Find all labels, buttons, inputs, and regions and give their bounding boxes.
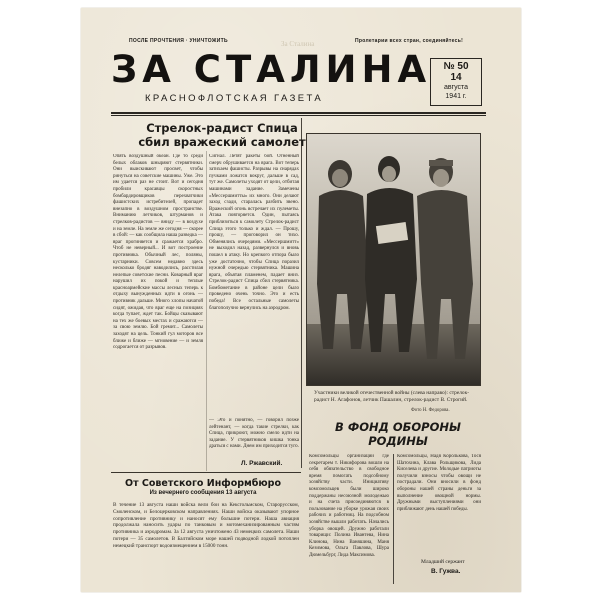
fund-column-divider (393, 454, 394, 584)
sovinform-subheadline: Из вечернего сообщения 13 августа (149, 490, 257, 496)
photo-caption: Участники великой отечественной войны (слева направо): стрелок-радист Н. Агафонов, летчик Пашалин, стрелок-радист В. Строгий. (314, 390, 470, 403)
masthead-rule-thin (111, 115, 486, 116)
header-slogan-left: ПОСЛЕ ПРОЧТЕНИЯ · УНИЧТОЖИТЬ (129, 38, 228, 44)
article-body-col2b: — Это и понятно, — говорил позже лейтенант, — когда такие стрелки, как Спица, прикроют, можно смело идти на задание. У стервятников кишка тонка драться с нами. Днем им приходится туго. (209, 418, 299, 450)
article-body-col2: Сигнал. Летят ракеты бой. Огненный смерч обрушивается на врага. Вот теперь затихаем фашисты. Разрывы на снарядах пучками ложатся вокруг, дальше в сад, тут же. Самолеты уходят от цели, отбитая машинами задание. Замечены «Мессершмитты» их много. Они делают заход сзади, старалась разбить звено. Вражеский огонь встречает их пулеметы. Атака повторяется. Один, пытаясь приблизиться к самолету Стрелок-радист Спица этого только и ждал. — Прошу, прошу, — проговорил он тихо. Обменялись очередями. «Мессершмитт» не выходил назад, развернулся и вновь пошел в атаку. Но крепкого отпора было уже достаточно, чтобы Спица поразил нужной очередью стервятника. Машина врага, объятая пламенем, падает вниз. Стрелок-радист Спица сбил стервятника. Бомбометание в районе цели было проведено очень точно. Это и есть победа! Все остальные самолеты благополучно вернулись на аэродром. (209, 154, 299, 311)
sovinform-body: В течение 13 августа наши войска вели бои на Кексгольмском, Старорусском, Смоленском, и Белоцерковском направлениях. Наши войска оказывают упорное сопротивление противнику и наносят ему большие потери. Наша авиация продолжала наносить удары по танковым и мотомеханизированным частям противника и аэродромам. За 12 августа уничтожено 43 немецких самолета. Наши потери — 35 самолетов. В Балтийском море нашей подводной лодкой потоплен немецкий транспорт водоизмещением в 15000 тонн. (113, 502, 299, 549)
sovinform-headline: От Советского Информбюро (125, 478, 281, 489)
newspaper-subtitle: КРАСНОФЛОТСКАЯ ГАЗЕТА (145, 93, 324, 104)
issue-month: августа (443, 84, 469, 91)
fund-body-col1: Комсомольцы организации где секретарем т. Никифорова вошли на себя обязательство в свободное время помогать подсобному хозяйству части. Инициативу комсомольцев были широко поддержаны несоюзной молодежью и на счета присоединяются в пользование на уборке урожая своих рабочих и работниц. На подсобном хозяйстве вышли работать. Начались уборка овощей. Дружно работали товарищи: Полина Ивантева, Нина Клинова, Нина Ваняшина, Маня Кезимова, Ольга Павлова, Шура Дюмельбург, Лида Максимова. (309, 454, 389, 558)
article-headline-line1: Стрелок-радист Спица (146, 121, 298, 135)
issue-day: 14 (450, 72, 462, 83)
issue-year: 1941 г. (445, 93, 467, 100)
fund-body-col2: Комсомольцы, Надя Королькова, Тося Шатохина, Клава Рольщикова, Лида Киселева и другие. Молодые патриоты получили взносы чтобы овощи не пострадали. Они вносили в фонд обороны нашей страны деньги за выполнение овощной нормы. Дружными выступлениями они приближают день нашей победы. (397, 454, 481, 512)
column-divider-faint (206, 151, 207, 471)
photo-illustration (307, 134, 481, 386)
fund-headline (313, 420, 483, 448)
newspaper-page (81, 8, 521, 592)
fund-headline-line1: В ФОНД ОБОРОНЫ (335, 420, 461, 434)
masthead-rule (111, 112, 486, 114)
issue-number: № 50 (443, 61, 469, 72)
aviators-photo (306, 133, 481, 386)
header-slogan-right: Пролетарии всех стран, соединяйтесь! (355, 38, 464, 44)
sovinform-rule (111, 472, 301, 473)
article-headline-line2: сбил вражеский самолет (138, 135, 306, 149)
column-divider (301, 118, 302, 468)
article-headline (111, 121, 333, 149)
ghost-text: За Сталина (281, 40, 315, 48)
fund-signature: В. Гужва. (431, 568, 461, 575)
article-body-col1: Опять воздушный океан. Где то среди белых облаков шныряют стервятники. Они выискивают просвет, чтобы ринуться на советские машины. Уже. Это им удается раз не стоит. Вот и сегодня пробили красавцы скоростных бомбардировщиков перехватчики фашистских истребителей, пропадет внезапно в воздушном пространстве. Вниманию летчиков, штурманов и стрелков-радистов — вниду — в воздухе и на земле. На земле же сегодня — скорее в сбой: — как сообщила наша разведка — враг прогиняется и сражается храбро. Чтоб не неверный... И вот построение противника. Обычный лес, поляны, кустарники. Совсем недавно здесь несколько бродяг наводились, расстилая нелепые советские песни. Коварный враг нарушил их покой и теплые красноармейские массы лесных теперь к отдыху вынужденных идти в огонь — противник дальше. Много хлопы начатой сидят, ожидая, что враг еще на позициях когда тупает, ждет так. Бойцы сказывают на тех же боевых местах и сражаются — за свою землю. Бой гремит... Самолеты заходят на цель. Тонкий гул моторов все ближе и ближе — мгновение — и земля содрогается от разрывов. (113, 154, 203, 351)
newspaper-title: ЗА СТАЛИНА (111, 48, 432, 91)
article-signature: Л. Ржавский. (241, 460, 283, 467)
fund-headline-line2: РОДИНЫ (368, 434, 428, 448)
fund-signature-role: Младший сержант (421, 559, 465, 565)
issue-box (430, 58, 482, 106)
photo-credit: Фото Н. Федорова. (411, 408, 450, 413)
